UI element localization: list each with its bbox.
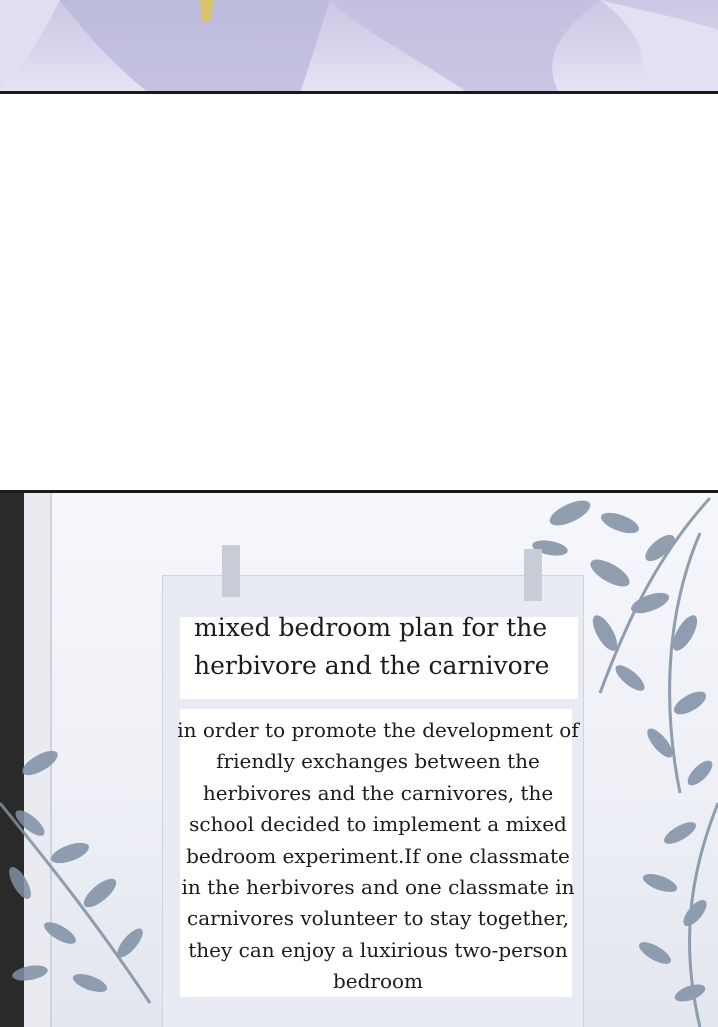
- bottom-comic-panel: [0, 490, 718, 1027]
- top-comic-panel: [0, 0, 718, 94]
- leaves-right-bottom: [620, 793, 718, 1027]
- top-panel-artwork: [0, 0, 718, 94]
- board-clip-right: [524, 549, 542, 601]
- leaves-left-bottom: [0, 743, 180, 1027]
- panel-gutter: [0, 94, 718, 490]
- notice-title: mixed bedroom plan for the herbivore and the carnivore: [194, 613, 550, 680]
- notice-body: in order to promote the development of friendly exchanges between the herbivores and the carnivores, the school decided to implement a mixed bedroom experiment.If one classmate in the herbivores and one classmate in carnivores volunteer to stay together, they can enjoy a luxirious two-person bedroom: [177, 718, 579, 994]
- board-clip-left: [222, 545, 240, 597]
